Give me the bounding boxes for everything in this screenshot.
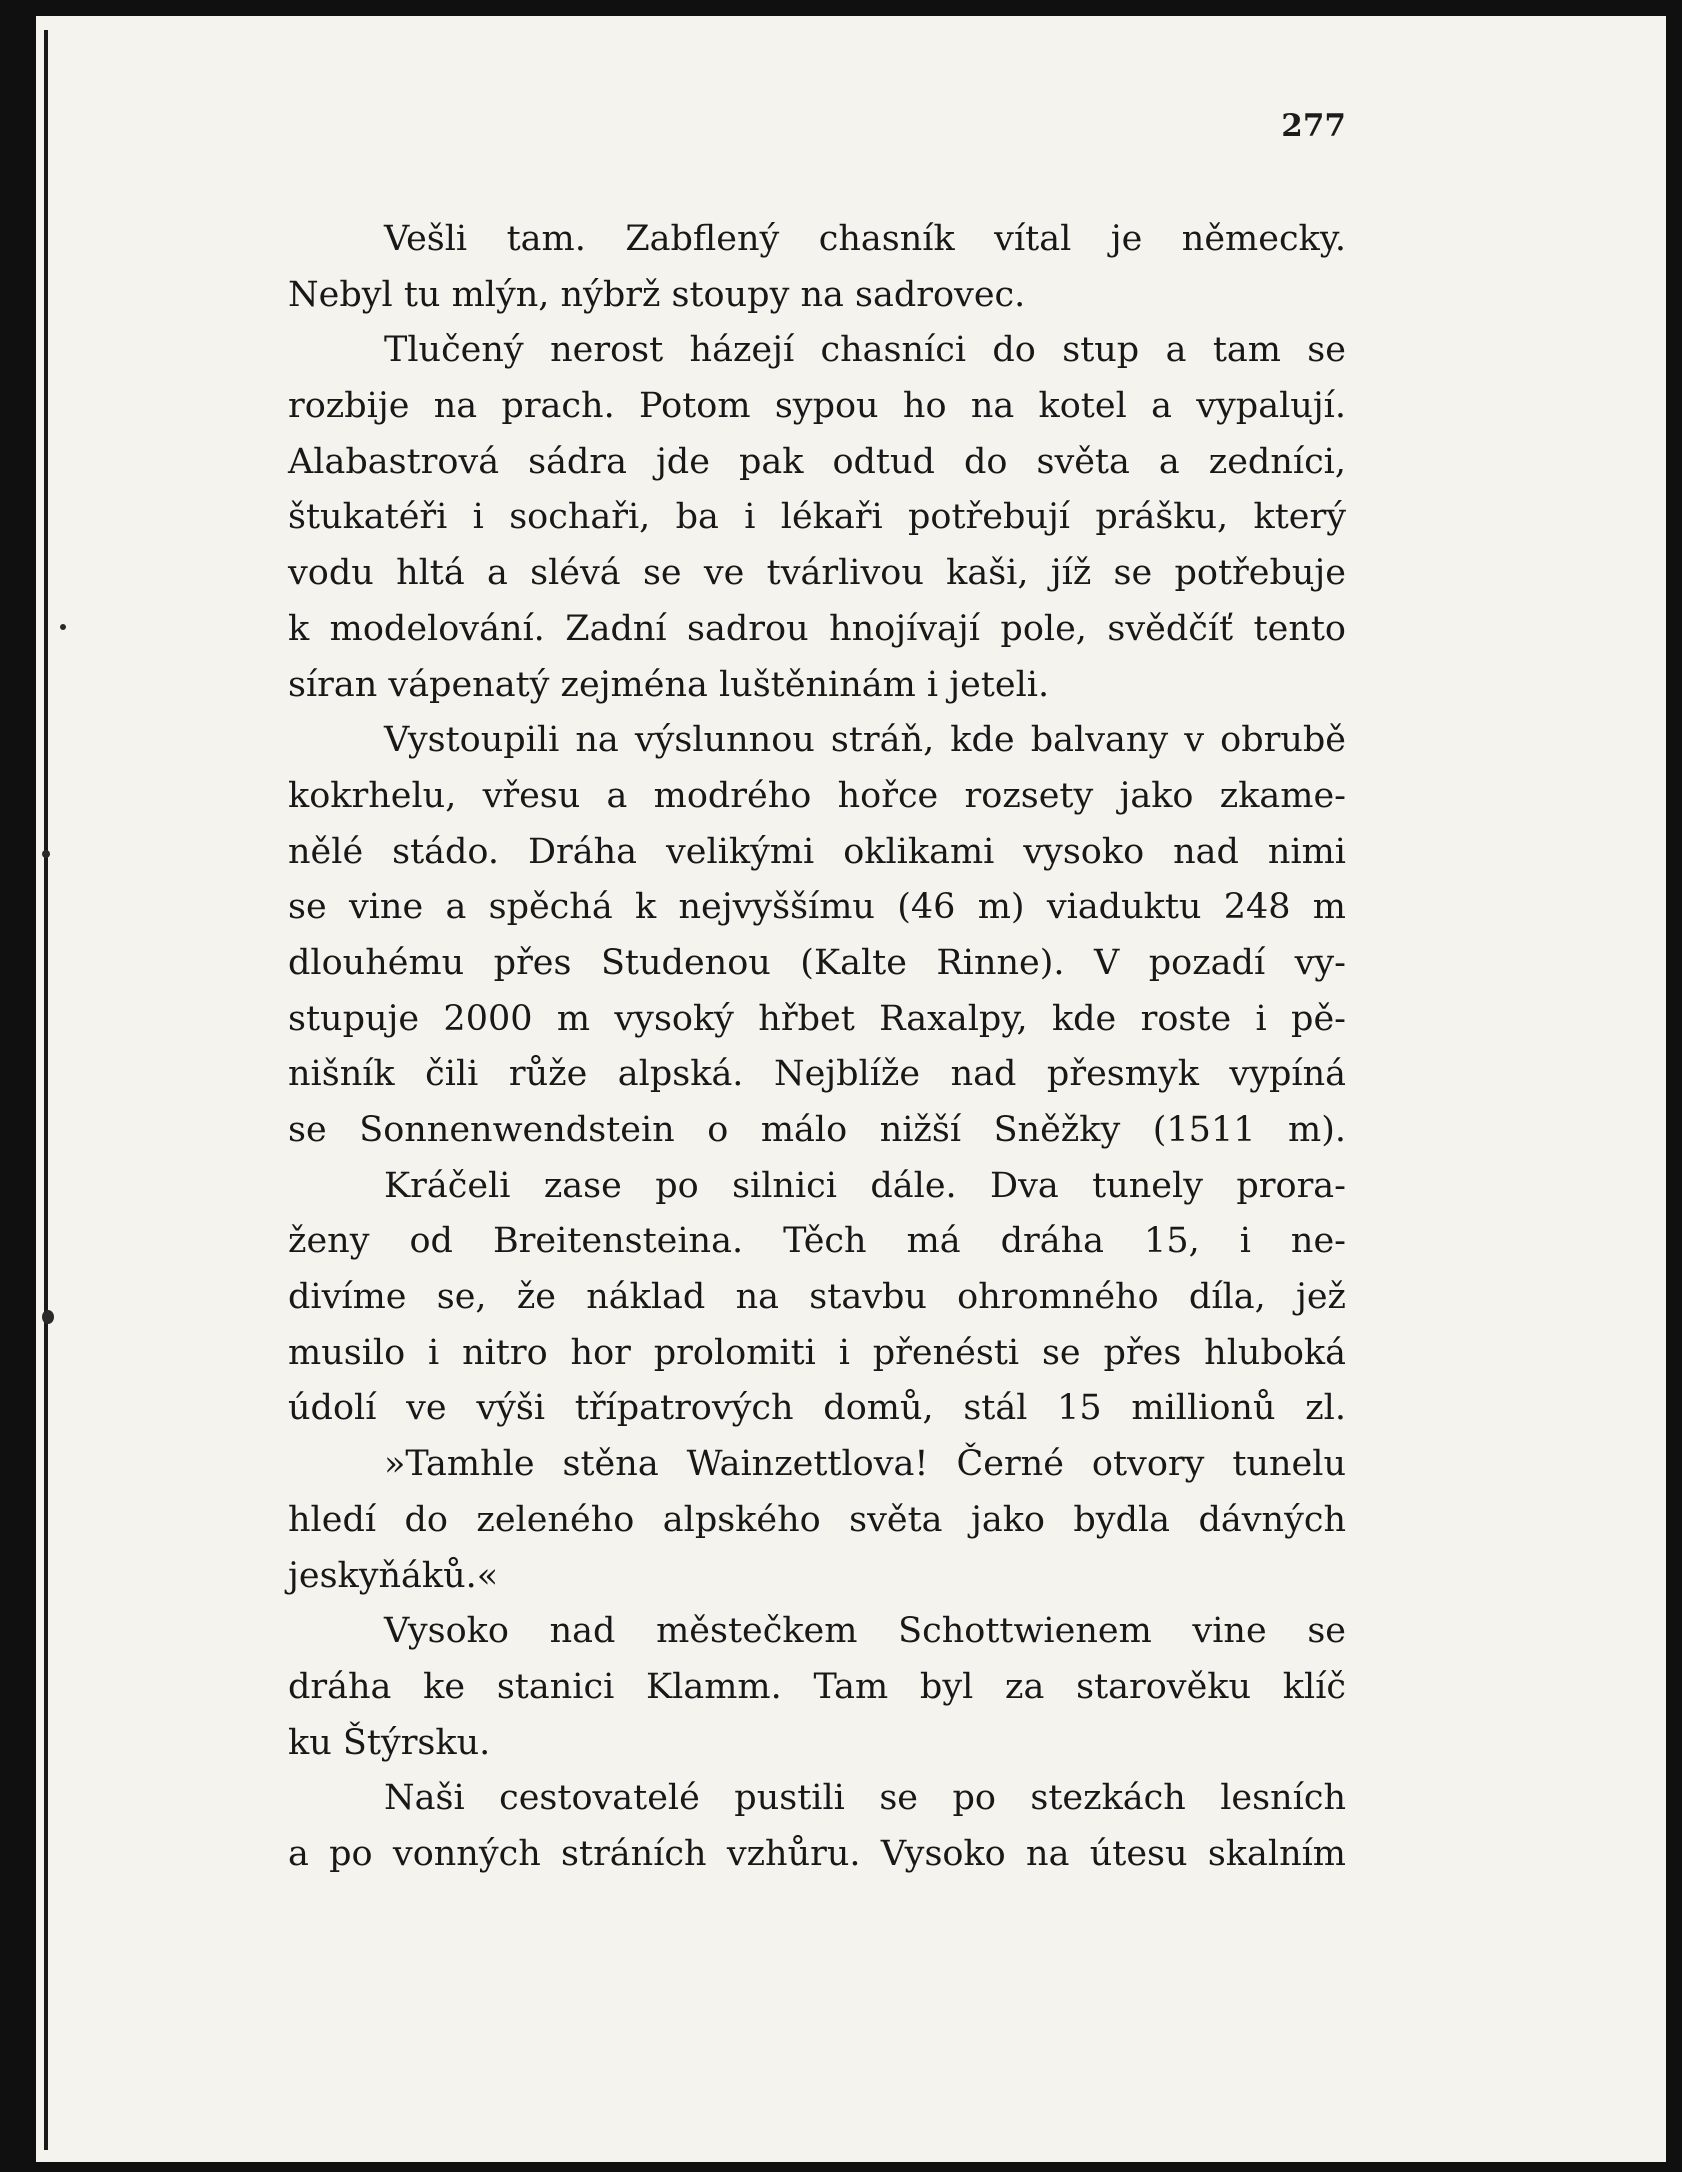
text-line: Vysoko nad městečkem Schottwienem vine se — [384, 1611, 1346, 1652]
text-line: síran vápenatý zejména luštěninám i jeteli. — [288, 664, 1050, 705]
text-line: dlouhému přes Studenou (Kalte Rinne). V pozadí vy- — [288, 942, 1346, 983]
text-line: Alabastrová sádra jde pak odtud do světa a zedníci, — [288, 441, 1346, 482]
text-line: musilo i nitro hor prolomiti i přenésti se přes hluboká — [288, 1332, 1346, 1373]
text-line: ženy od Breitensteina. Těch má dráha 15, i ne- — [288, 1221, 1346, 1262]
text-line: dráha ke stanici Klamm. Tam byl za starověku klíč — [288, 1666, 1346, 1707]
text-line: údolí ve výši třípatrových domů, stál 15 millionů zl. — [288, 1388, 1346, 1429]
text-line: divíme se, že náklad na stavbu ohromného díla, jež — [288, 1277, 1346, 1318]
text-line: se Sonnenwendstein o málo nižší Sněžky (1511 m). — [288, 1110, 1346, 1150]
text-line: k modelování. Zadní sadrou hnojívají pole, svědčíť tento — [288, 608, 1346, 649]
text-line: ku Štýrsku. — [288, 1722, 491, 1763]
text-line: jeskyňáků.« — [288, 1555, 499, 1596]
text-line: stupuje 2000 m vysoký hřbet Raxalpy, kde roste i pě- — [288, 998, 1346, 1039]
text-line: a po vonných stráních vzhůru. Vysoko na útesu skalním — [288, 1833, 1346, 1874]
text-line: se vine a spěchá k nejvyššímu (46 m) viaduktu 248 m — [288, 887, 1346, 928]
text-line: štukatéři i sochaři, ba i lékaři potřebují prášku, který — [288, 497, 1346, 538]
text-line: rozbije na prach. Potom sypou ho na kotel a vypalují. — [288, 386, 1346, 427]
text-line: Naši cestovatelé pustili se po stezkách lesních — [384, 1778, 1346, 1819]
body-text — [288, 212, 1346, 1883]
page-number: 277 — [1281, 108, 1346, 144]
text-line: Vystoupili na výslunnou stráň, kde balvany v obrubě — [384, 720, 1346, 761]
text-line: hledí do zeleného alpského světa jako bydla dávných — [288, 1499, 1346, 1540]
page-binding-edge — [44, 30, 48, 2150]
text-line: nišník čili růže alpská. Nejblíže nad přesmyk vypíná — [288, 1054, 1346, 1095]
ink-speck — [42, 1310, 54, 1324]
text-line: Tlučený nerost házejí chasníci do stup a tam se — [384, 330, 1346, 371]
text-line: nělé stádo. Dráha velikými oklikami vysoko nad nimi — [288, 831, 1346, 872]
text-line: Kráčeli zase po silnici dále. Dva tunely prora- — [384, 1165, 1346, 1206]
text-line: Vešli tam. Zabflený chasník vítal je německy. — [384, 219, 1346, 259]
ink-speck — [60, 624, 66, 630]
text-line: Nebyl tu mlýn, nýbrž stoupy na sadrovec. — [288, 274, 1026, 315]
text-line: kokrhelu, vřesu a modrého hořce rozsety jako zkame- — [288, 775, 1346, 816]
ink-speck — [42, 850, 50, 858]
text-line: vodu hltá a slévá se ve tvárlivou kaši, jíž se potřebuje — [288, 553, 1346, 594]
text-line: »Tamhle stěna Wainzettlova! Černé otvory tunelu — [384, 1444, 1346, 1485]
